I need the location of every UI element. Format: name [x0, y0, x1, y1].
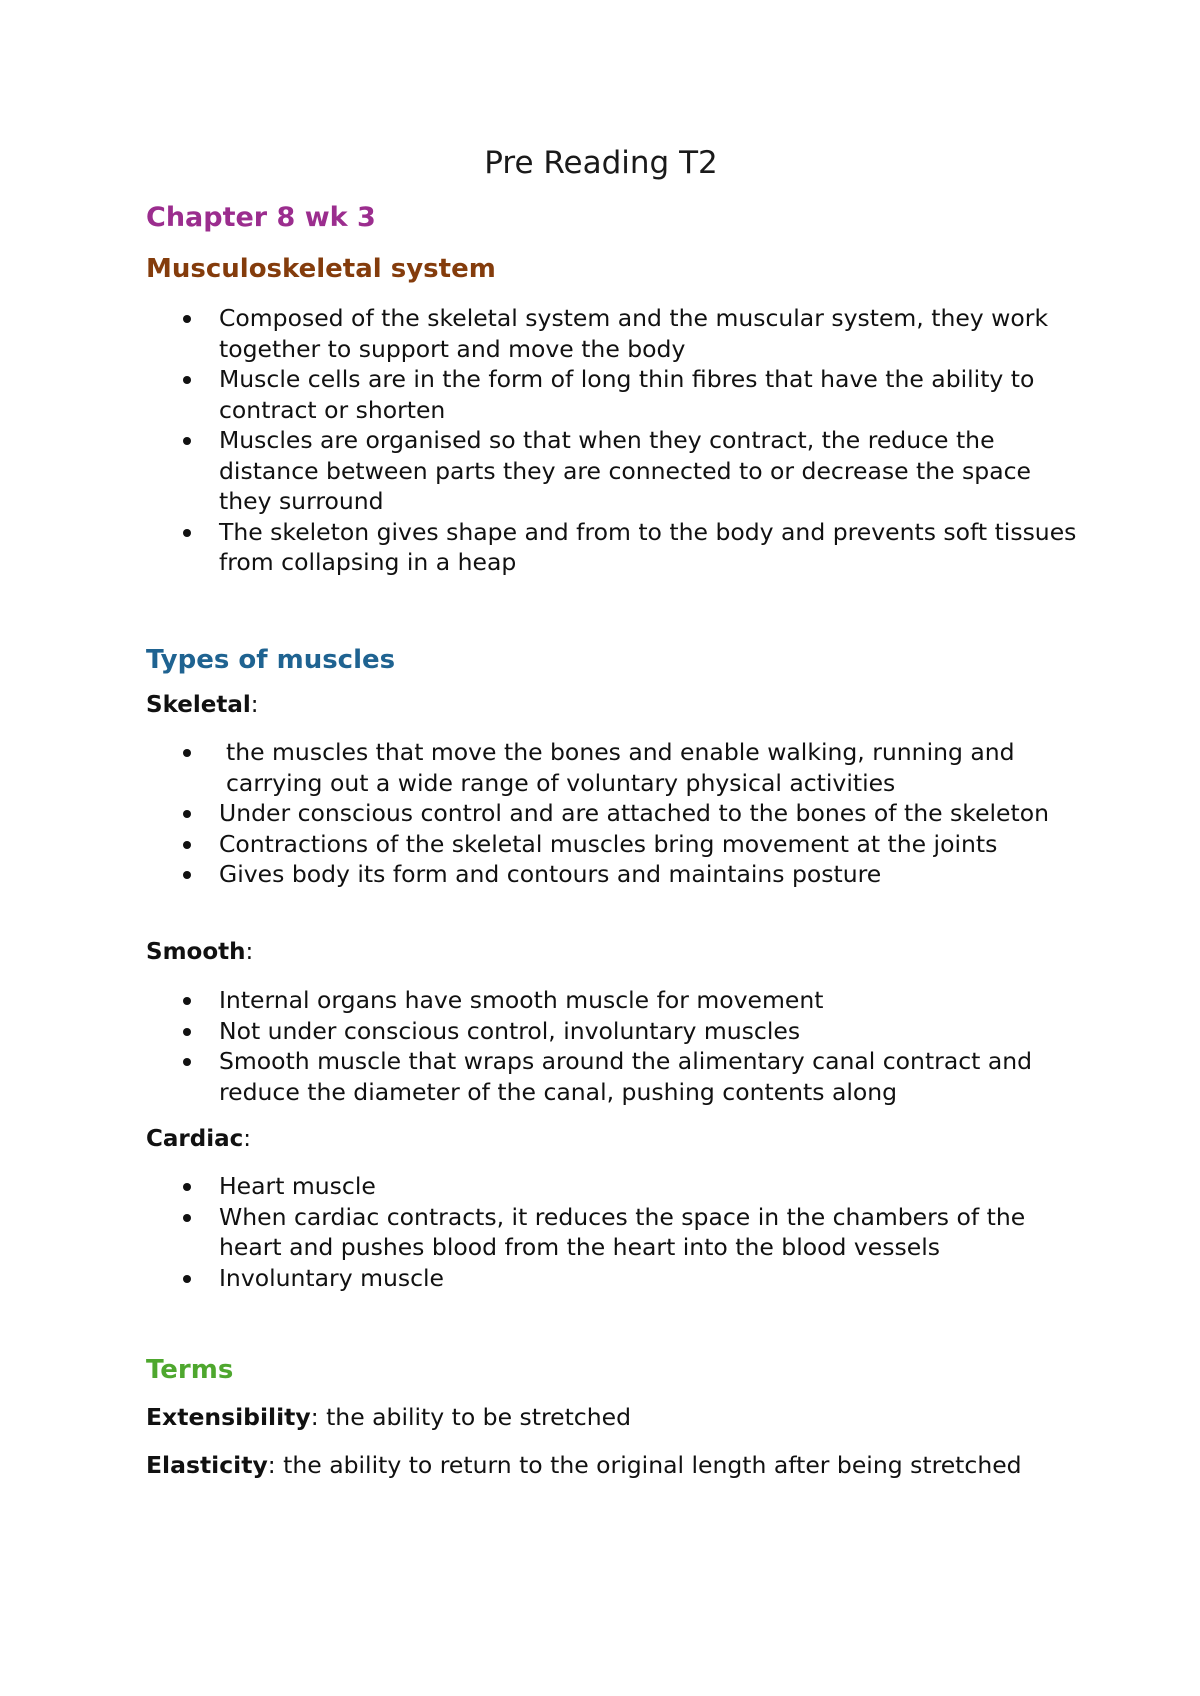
list-item	[146, 517, 1086, 578]
list-item	[146, 1016, 1086, 1047]
bullet-icon	[183, 997, 191, 1005]
bullet-icon	[183, 749, 191, 757]
list-item-text: the muscles that move the bones and enable walking, running and carrying out a wide range of voluntary physical activities	[226, 738, 1015, 797]
document-title: Pre Reading T2	[484, 145, 718, 181]
bullet-icon	[183, 1028, 191, 1036]
list-item-text: Not under conscious control, involuntary muscles	[219, 1016, 801, 1045]
list-item-text: Internal organs have smooth muscle for movement	[219, 986, 824, 1014]
musculoskeletal-list	[146, 303, 1086, 578]
list-item	[146, 1202, 1086, 1263]
list-item	[146, 1046, 1086, 1107]
bullet-icon	[183, 1214, 191, 1222]
list-item-text: Gives body its form and contours and maintains posture	[219, 860, 882, 888]
list-item-text: When cardiac contracts, it reduces the space in the chambers of the heart and pushes blood from the heart into the blood vessels	[219, 1202, 1026, 1261]
list-item	[146, 364, 1086, 425]
term-definition: : the ability to return to the original length after being stretched	[267, 1451, 1022, 1479]
list-item	[146, 303, 1086, 364]
term-name: Extensibility	[146, 1403, 311, 1431]
list-item	[146, 859, 1086, 890]
list-item	[146, 798, 1086, 829]
bullet-icon	[183, 1058, 191, 1066]
list-item-text: Heart muscle	[219, 1172, 376, 1200]
cardiac-label: Cardiac	[146, 1126, 244, 1152]
list-item	[146, 829, 1086, 860]
list-item	[146, 1263, 1086, 1294]
musculoskeletal-heading: Musculoskeletal system	[146, 254, 496, 284]
skeletal-subheading: Skeletal:	[146, 692, 259, 718]
bullet-icon	[183, 529, 191, 537]
chapter-heading: Chapter 8 wk 3	[146, 202, 376, 233]
bullet-icon	[183, 315, 191, 323]
types-of-muscles-heading: Types of muscles	[146, 645, 396, 675]
terms-heading: Terms	[146, 1355, 234, 1385]
list-item-text: Contractions of the skeletal muscles bring movement at the joints	[219, 829, 998, 858]
term-definition: : the ability to be stretched	[310, 1403, 631, 1431]
list-item	[146, 1171, 1086, 1202]
bullet-icon	[183, 376, 191, 384]
smooth-label: Smooth	[146, 939, 246, 965]
list-item	[146, 985, 1086, 1016]
bullet-icon	[183, 1275, 191, 1283]
bullet-icon	[183, 437, 191, 445]
bullet-icon	[183, 1183, 191, 1191]
list-item-text: The skeleton gives shape and from to the body and prevents soft tissues from collapsing in a heap	[219, 517, 1077, 576]
smooth-list	[146, 985, 1086, 1107]
skeletal-list	[146, 737, 1086, 890]
term-name: Elasticity	[146, 1451, 268, 1479]
skeletal-label: Skeletal	[146, 692, 251, 718]
list-item-text: Composed of the skeletal system and the muscular system, they work together to support and move the body	[219, 304, 1049, 363]
bullet-icon	[183, 871, 191, 879]
smooth-subheading: Smooth:	[146, 939, 254, 965]
list-item-text: Muscles are organised so that when they contract, the reduce the distance between parts they are connected to or decrease the space they surround	[219, 426, 1032, 515]
bullet-icon	[183, 810, 191, 818]
list-item	[146, 737, 1086, 798]
cardiac-subheading: Cardiac:	[146, 1126, 251, 1152]
list-item-text: Under conscious control and are attached to the bones of the skeleton	[219, 799, 1050, 827]
list-item-text: Involuntary muscle	[219, 1263, 445, 1292]
list-item	[146, 425, 1086, 517]
cardiac-list	[146, 1171, 1086, 1293]
term-extensibility	[146, 1402, 631, 1432]
list-item-text: Smooth muscle that wraps around the alimentary canal contract and reduce the diameter of the canal, pushing contents along	[219, 1047, 1033, 1106]
bullet-icon	[183, 841, 191, 849]
list-item-text: Muscle cells are in the form of long thin fibres that have the ability to contract or shorten	[219, 365, 1035, 424]
term-elasticity	[146, 1450, 1022, 1480]
